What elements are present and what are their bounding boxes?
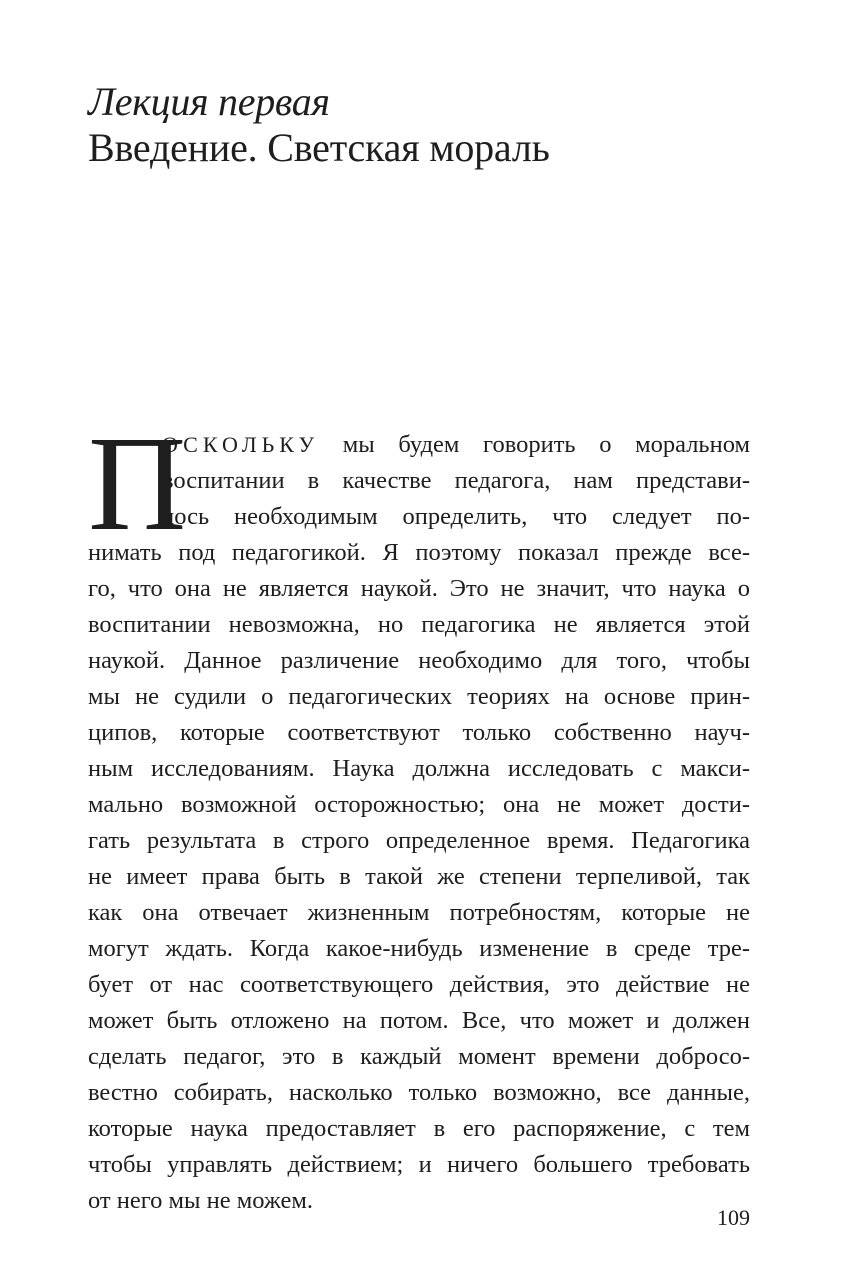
body-line: чтобы управлять действием; и ничего большего требовать [88,1151,750,1178]
body-line: лось необходимым определить, что следует по- [162,503,750,530]
page-number: 109 [717,1205,750,1230]
body-line: как она отвечает жизненным потребностям, которые не [88,899,750,926]
body-line: наукой. Данное различение необходимо для того, чтобы [88,647,750,674]
body-line: которые наука предоставляет в его распоряжение, с тем [88,1115,750,1142]
body-line: нимать под педагогикой. Я поэтому показал прежде все- [88,539,750,566]
body-line: мально возможной осторожностью; она не может дости- [88,791,750,818]
body-line: бует от нас соответствующего действия, это действие не [88,971,750,998]
body-line [162,427,750,463]
lecture-label: Лекция первая [88,79,330,124]
lead-word: ОСКОЛЬКУ [162,432,320,457]
body-line: воспитании невозможна, но педагогика не является этой [88,611,750,638]
body-line: может быть отложено на потом. Все, что может и должен [88,1007,750,1034]
body-line: ным исследованиям. Наука должна исследовать с макси- [88,755,750,782]
body-line: воспитании в качестве педагога, нам представи- [162,467,750,494]
body-line: ципов, которые соответствуют только собственно науч- [88,719,750,746]
body-line: го, что она не является наукой. Это не значит, что наука о [88,575,750,602]
body-line: от него мы не можем. [88,1187,314,1214]
body-line: не имеет права быть в такой же степени терпеливой, так [88,863,750,890]
body-line: вестно собирать, насколько только возможно, все данные, [88,1079,750,1106]
first-line-rest: мы будем говорить о моральном [319,431,750,458]
body-line: гать результата в строго определенное время. Педагогика [88,827,750,854]
body-line: сделать педагог, это в каждый момент времени добросо- [88,1043,750,1070]
chapter-title: Введение. Светская мораль [88,125,550,170]
body-line: могут ждать. Когда какое-нибудь изменение в среде тре- [88,935,750,962]
drop-cap: П [88,409,187,559]
body-line: мы не судили о педагогических теориях на основе прин- [88,683,750,710]
